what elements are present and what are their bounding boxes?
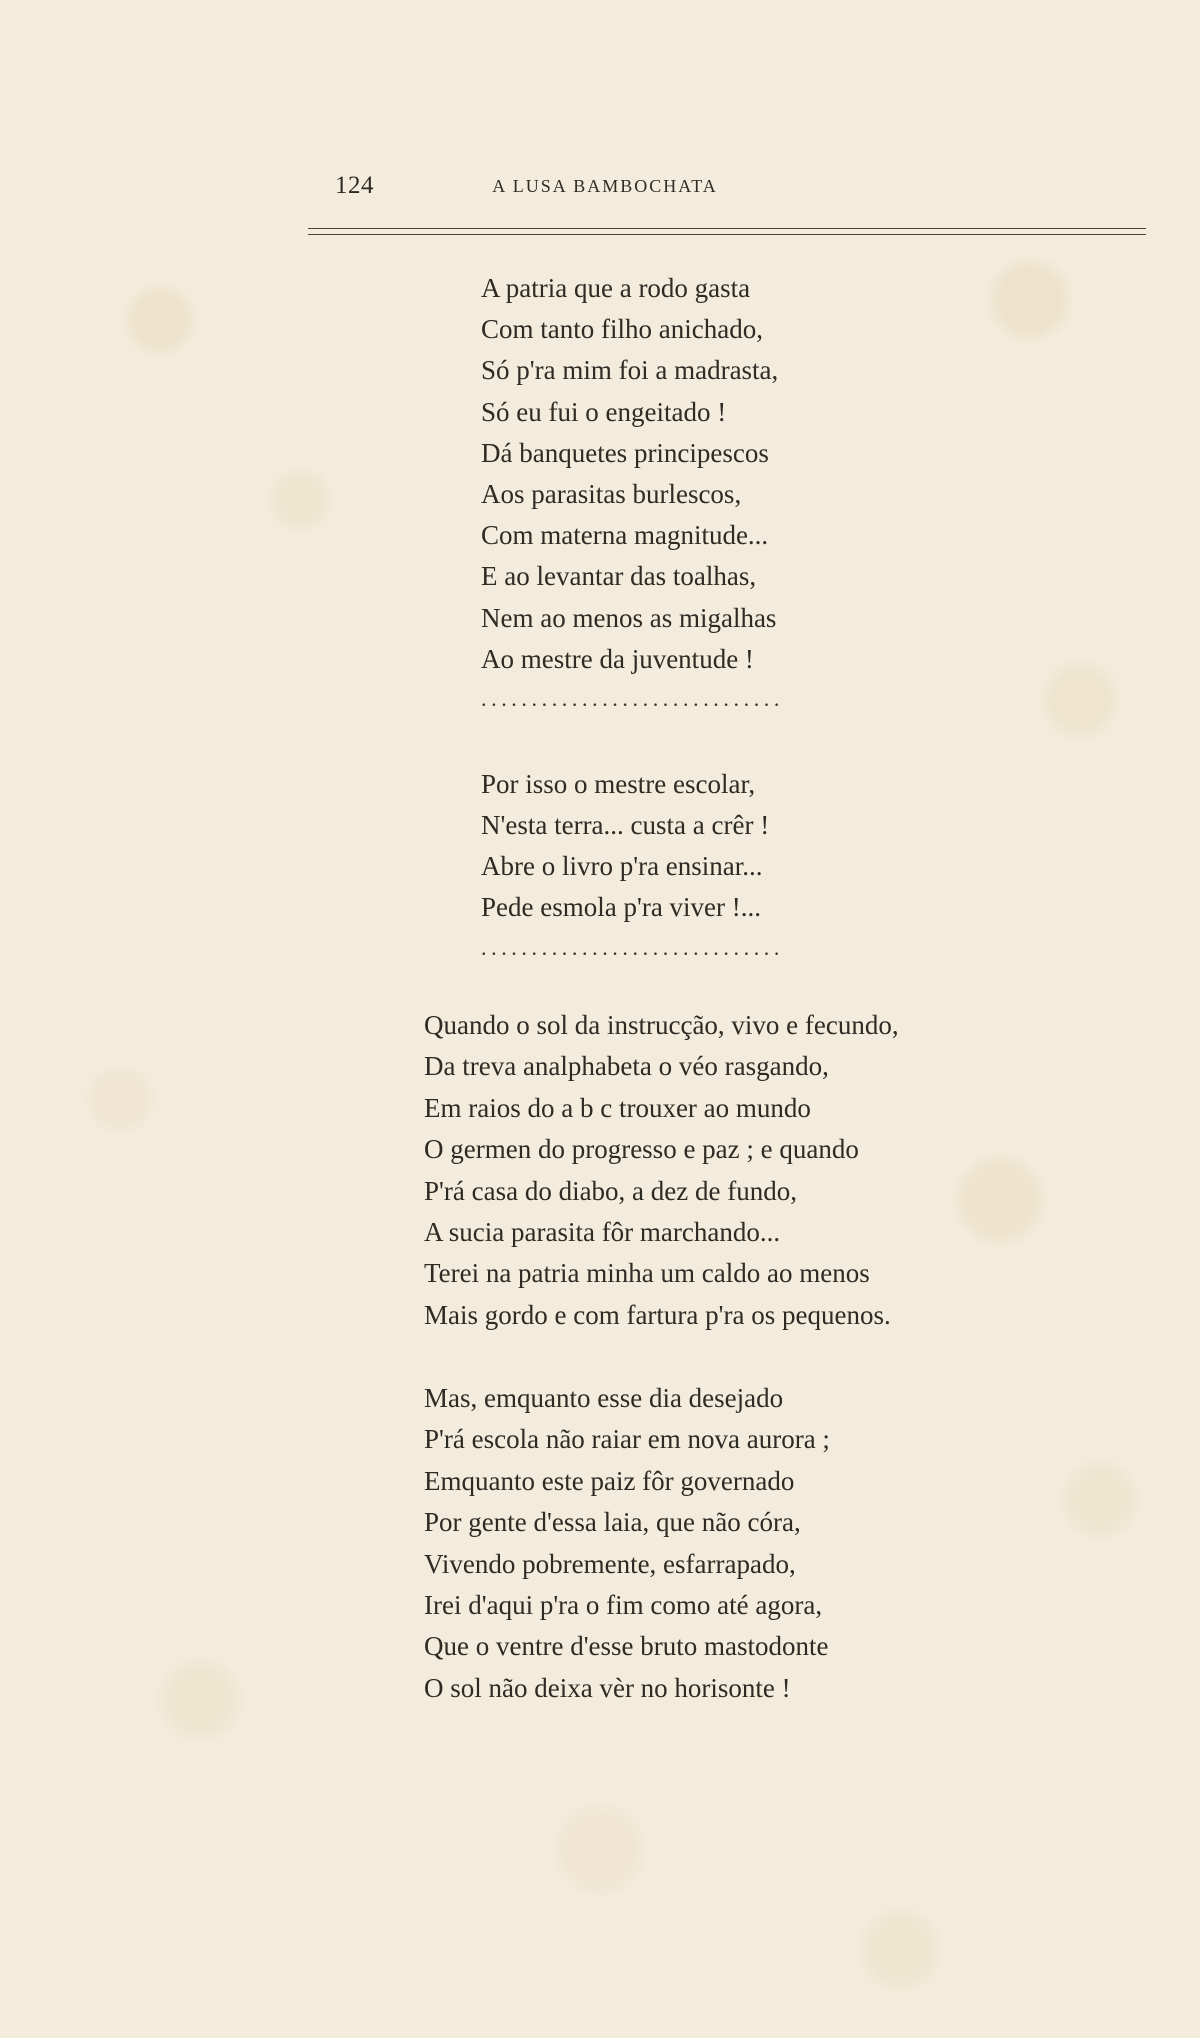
verse-line: Aos parasitas burlescos, <box>481 479 742 510</box>
verse-line: Irei d'aqui p'ra o fim como até agora, <box>424 1590 823 1621</box>
page-header <box>335 172 845 206</box>
verse-line: Vivendo pobremente, esfarrapado, <box>424 1548 796 1579</box>
verse-line: O germen do progresso e paz ; e quando <box>424 1134 859 1165</box>
verse-line: P'rá escola não raiar em nova aurora ; <box>424 1424 830 1455</box>
verse-line: Pede esmola p'ra viver !... <box>481 892 762 922</box>
verse-line: Da treva analphabeta o véo rasgando, <box>424 1051 829 1082</box>
verse-line: Dá banquetes principescos <box>481 437 769 468</box>
verse-line: E ao levantar das toalhas, <box>481 561 757 592</box>
verse-line: Só eu fui o engeitado ! <box>481 396 727 427</box>
verse-line: Com tanto filho anichado, <box>481 314 763 345</box>
header-rule <box>308 228 1146 229</box>
ellipsis-line-2: .............................. <box>481 935 784 960</box>
stanza-2 <box>481 764 769 928</box>
verse-line: A patria que a rodo gasta <box>481 273 751 303</box>
verse-line: Por isso o mestre escolar, <box>481 769 756 799</box>
verse-line: Que o ventre d'esse bruto mastodonte <box>424 1631 829 1662</box>
verse-line: N'esta terra... custa a crêr ! <box>481 810 770 840</box>
verse-line: Abre o livro p'ra ensinar... <box>481 851 763 881</box>
running-title: A LUSA BAMBOCHATA <box>492 176 718 196</box>
ellipsis-line-1: .............................. <box>481 686 784 711</box>
stanza-3 <box>424 1005 899 1336</box>
page-number: 124 <box>335 172 374 199</box>
verse-line: Emquanto este paiz fôr governado <box>424 1465 795 1496</box>
verse-line: Terei na patria minha um caldo ao menos <box>424 1258 870 1289</box>
verse-line: P'rá casa do diabo, a dez de fundo, <box>424 1175 797 1206</box>
verse-line: Só p'ra mim foi a madrasta, <box>481 355 779 386</box>
verse-line: A sucia parasita fôr marchando... <box>424 1217 781 1248</box>
verse-line: Ao mestre da juventude ! <box>481 643 754 674</box>
stanza-4 <box>424 1378 830 1709</box>
verse-line: Nem ao menos as migalhas <box>481 602 777 633</box>
verse-line: Mas, emquanto esse dia desejado <box>424 1383 784 1413</box>
verse-line: Em raios do a b c trouxer ao mundo <box>424 1092 811 1123</box>
verse-line: O sol não deixa vèr no horisonte ! <box>424 1672 791 1703</box>
verse-line: Mais gordo e com fartura p'ra os pequenos. <box>424 1299 891 1330</box>
verse-line: Com materna magnitude... <box>481 520 769 551</box>
stanza-1 <box>481 268 778 680</box>
header-rule-second <box>308 234 1146 235</box>
verse-line: Por gente d'essa laia, que não córa, <box>424 1507 801 1538</box>
verse-line: Quando o sol da instrucção, vivo e fecundo, <box>424 1010 899 1040</box>
